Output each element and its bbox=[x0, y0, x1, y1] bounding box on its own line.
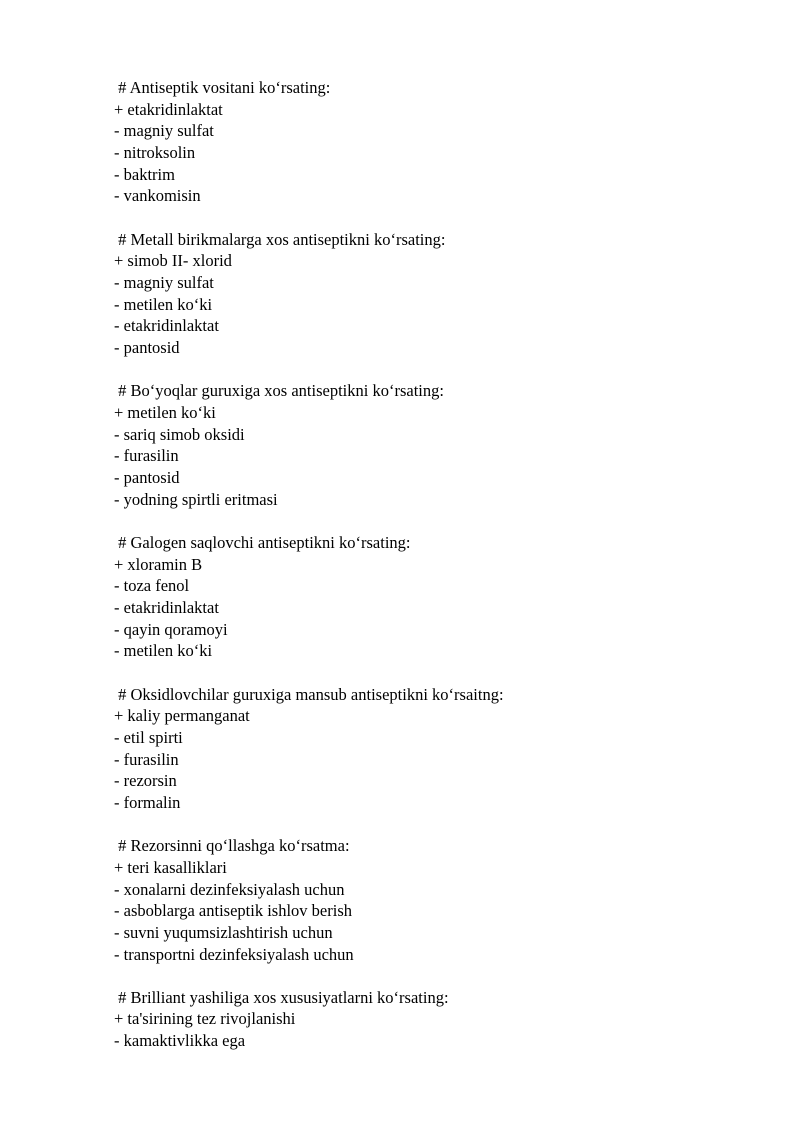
question-text: # Bo‘yoqlar guruxiga xos antiseptikni ko‘rsating: bbox=[114, 381, 444, 401]
answer-option: + teri kasalliklari bbox=[114, 857, 227, 877]
answer-option: + simob II- xlorid bbox=[114, 251, 232, 271]
answer-option: - transportni dezinfeksiyalash uchun bbox=[114, 944, 354, 964]
answer-option: - etakridinlaktat bbox=[114, 597, 219, 617]
question-block-1 bbox=[114, 77, 754, 207]
answer-option: - qayin qoramoyi bbox=[114, 619, 228, 639]
question-text: # Metall birikmalarga xos antiseptikni ko‘rsating: bbox=[114, 229, 446, 249]
question-text: # Oksidlovchilar guruxiga mansub antiseptikni ko‘rsaitng: bbox=[114, 684, 504, 704]
answer-option: - furasilin bbox=[114, 749, 179, 769]
answer-option: + kaliy permanganat bbox=[114, 706, 250, 726]
question-block-4 bbox=[114, 532, 754, 662]
question-block-5 bbox=[114, 684, 754, 814]
answer-option: - metilen ko‘ki bbox=[114, 294, 213, 314]
question-block-2 bbox=[114, 229, 754, 359]
answer-option: - magniy sulfat bbox=[114, 273, 214, 292]
answer-option: + xloramin B bbox=[114, 554, 203, 574]
question-block-7 bbox=[114, 987, 754, 1052]
answer-option: - magniy sulfat bbox=[114, 121, 214, 141]
answer-option: - rezorsin bbox=[114, 771, 177, 791]
answer-option: - suvni yuqumsizlashtirish uchun bbox=[114, 922, 333, 942]
answer-option: - etakridinlaktat bbox=[114, 316, 219, 336]
answer-option: - yodning spirtli eritmasi bbox=[114, 489, 278, 509]
answer-option: - pantosid bbox=[114, 468, 180, 487]
answer-option: - furasilin bbox=[114, 446, 179, 466]
answer-option: + ta'sirining tez rivojlanishi bbox=[114, 1009, 296, 1029]
question-text: # Rezorsinni qo‘llashga ko‘rsatma: bbox=[114, 836, 350, 856]
answer-option: - kamaktivlikka ega bbox=[114, 1031, 246, 1051]
answer-option: - etil spirti bbox=[114, 727, 183, 747]
answer-option: - pantosid bbox=[114, 338, 180, 358]
question-text: # Galogen saqlovchi antiseptikni ko‘rsating: bbox=[114, 532, 411, 552]
answer-option: - vankomisin bbox=[114, 186, 201, 206]
question-block-6 bbox=[114, 835, 754, 965]
answer-option: - nitroksolin bbox=[114, 143, 196, 163]
answer-option: - formalin bbox=[114, 792, 181, 812]
answer-option: - baktrim bbox=[114, 164, 175, 184]
answer-option: - asboblarga antiseptik ishlov berish bbox=[114, 901, 352, 921]
answer-option: + etakridinlaktat bbox=[114, 99, 223, 119]
answer-option: - toza fenol bbox=[114, 576, 190, 596]
answer-option: - xonalarni dezinfeksiyalash uchun bbox=[114, 879, 345, 899]
question-text: # Brilliant yashiliga xos xususiyatlarni ko‘rsating: bbox=[114, 987, 449, 1007]
question-block-3 bbox=[114, 380, 754, 510]
answer-option: - sariq simob oksidi bbox=[114, 424, 245, 444]
answer-option: - metilen ko‘ki bbox=[114, 641, 213, 661]
question-text: # Antiseptik vositani ko‘rsating: bbox=[114, 78, 331, 97]
answer-option: + metilen ko‘ki bbox=[114, 402, 216, 422]
document-page bbox=[114, 77, 754, 1073]
